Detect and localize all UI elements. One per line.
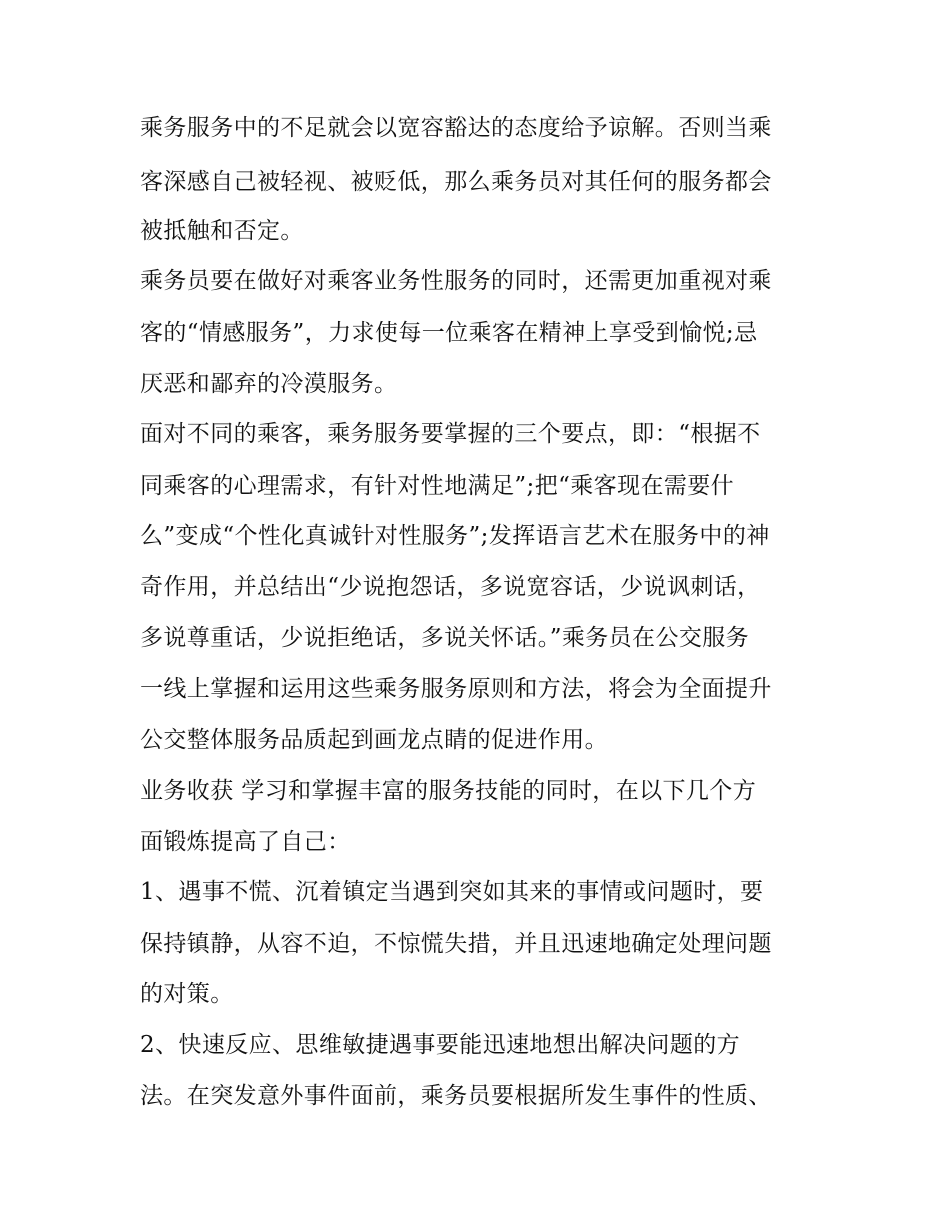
text-line: 业务收获 学习和掌握丰富的服务技能的同时，在以下几个方: [140, 778, 757, 804]
text-line: 法。在突发意外事件面前，乘务员要根据所发生事件的性质、: [140, 1083, 772, 1109]
text-line: 2、快速反应、思维敏捷遇事要能迅速地想出解决问题的方: [140, 1032, 741, 1058]
text-line: 客深感自己被轻视、被贬低，那么乘务员对其任何的服务都会: [140, 169, 772, 195]
text-line: 乘务员要在做好对乘客业务性服务的同时，还需更加重视对乘: [140, 268, 772, 294]
text-line: 公交整体服务品质起到画龙点睛的促进作用。: [140, 727, 608, 753]
text-line: 保持镇静，从容不迫，不惊慌失措，并且迅速地确定处理问题: [140, 931, 772, 957]
text-line: 同乘客的心理需求，有针对性地满足”;把“乘客现在需要什: [140, 473, 735, 499]
text-line: 厌恶和鄙弃的冷漠服务。: [140, 371, 398, 397]
text-line: 乘务服务中的不足就会以宽容豁达的态度给予谅解。否则当乘: [140, 115, 772, 141]
text-line: 客的“情感服务”，力求使每一位乘客在精神上享受到愉悦;忌: [140, 320, 758, 346]
text-line: 么”变成“个性化真诚针对性服务”;发挥语言艺术在服务中的神: [140, 523, 770, 549]
text-line: 面锻炼提高了自己：: [140, 829, 351, 855]
text-line: 1、遇事不慌、沉着镇定当遇到突如其来的事情或问题时，要: [140, 879, 764, 905]
text-line: 面对不同的乘客，乘务服务要掌握的三个要点，即：“根据不: [140, 421, 761, 447]
text-line: 的对策。: [140, 981, 234, 1007]
text-line: 多说尊重话，少说拒绝话，多说关怀话。”乘务员在公交服务: [140, 625, 750, 651]
text-line: 奇作用，并总结出“少说抱怨话，多说宽容话，少说讽刺话，: [140, 574, 761, 600]
text-line: 一线上掌握和运用这些乘务服务原则和方法，将会为全面提升: [140, 676, 772, 702]
text-line: 被抵触和否定。: [140, 218, 304, 244]
